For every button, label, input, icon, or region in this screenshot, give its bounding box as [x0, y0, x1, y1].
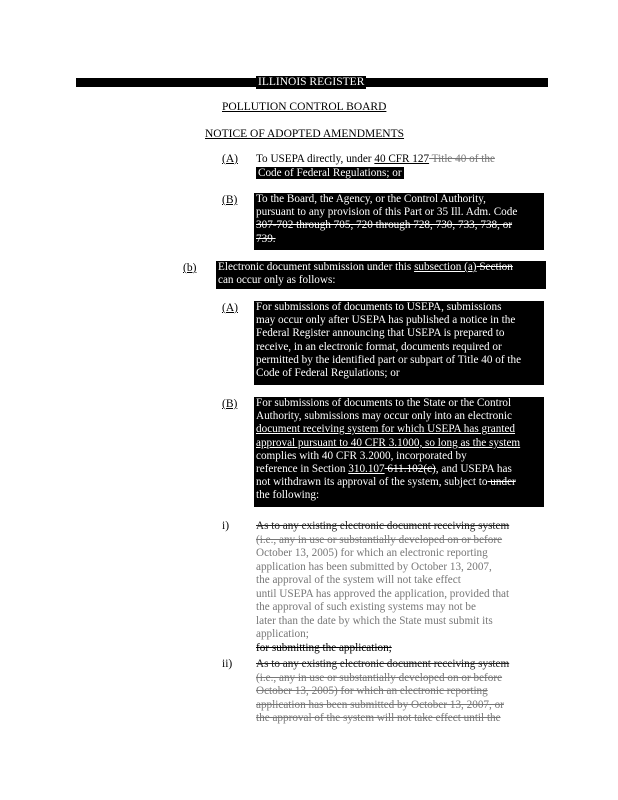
item-a-text	[256, 153, 495, 167]
item-d-line6a: reference in Section	[256, 463, 349, 476]
item-d-line7	[256, 476, 542, 489]
item-d-line2: Authority, submissions may occur only into an electronic	[256, 410, 512, 423]
item-a-line3: Code of Federal Regulations; or	[258, 167, 402, 179]
item-a-text-3	[256, 167, 404, 181]
item-a-label: (A)	[222, 153, 238, 165]
item-i-line: until USEPA has approved the application, provided that	[256, 587, 510, 600]
item-d-line6	[256, 463, 542, 476]
item-ii-line: application has been submitted by October 13, 2007, or	[256, 698, 504, 711]
item-c-line: Code of Federal Regulations; or	[256, 367, 400, 380]
item-b2-cite: subsection (a)	[414, 261, 477, 273]
item-c-line: may occur only after USEPA has published a notice in the	[256, 314, 516, 327]
item-i-line: (i.e., any in use or substantially developed on or before	[256, 533, 503, 546]
item-b2-block	[216, 261, 546, 289]
item-d-block	[254, 397, 544, 507]
item-a-cite: 40 CFR 127	[374, 153, 430, 165]
item-c-line: For submissions of documents to USEPA, submissions	[256, 301, 502, 313]
item-d-line6-strike: 611.102(c)	[384, 463, 436, 476]
item-b2-label: (b)	[183, 262, 197, 274]
item-i-label: i)	[222, 520, 230, 532]
item-b-label: (B)	[222, 194, 238, 206]
item-c-block	[254, 301, 544, 385]
item-c-line: Federal Register announcing that USEPA is prepared to	[256, 327, 505, 340]
item-b2-line2: can occur only as follows:	[218, 274, 336, 287]
item-c-line: permitted by the identified part or subpart of Title 40 of the	[256, 353, 522, 366]
item-c-label: (A)	[222, 302, 238, 314]
item-i-line: the approval of such existing systems may not be	[256, 601, 476, 613]
item-d-label: (B)	[222, 398, 238, 410]
item-d-line4: approval pursuant to 40 CFR 3.1000, so long as the system	[256, 436, 521, 449]
item-b2-line1	[218, 261, 544, 274]
item-ii-label: ii)	[222, 658, 233, 670]
item-i-text	[256, 520, 548, 655]
item-a-text-2: Title 40 of the	[429, 153, 495, 165]
item-ii-line: the approval of the system will not take effect until the	[256, 712, 501, 724]
item-i-strike-line: for submitting the application;	[256, 641, 392, 654]
item-d-line3: document receiving system for which USEPA has granted	[256, 423, 516, 436]
notice-title: NOTICE OF ADOPTED AMENDMENTS	[205, 128, 405, 140]
item-b-line1: To the Board, the Agency, or the Control Authority,	[256, 193, 486, 205]
item-b2-line1b: Section	[476, 261, 513, 273]
item-b-line2: pursuant to any provision of this Part or 35 Ill. Adm. Code	[256, 206, 518, 219]
item-d-line1: For submissions of documents to the State or the Control	[256, 397, 512, 409]
item-i-line: application;	[256, 628, 309, 640]
item-b-line4: 739.	[256, 232, 276, 245]
item-c-line: receive, in an electronic format, documents required or	[256, 340, 502, 353]
register-title: ILLINOIS REGISTER	[258, 76, 365, 88]
item-b-block	[254, 193, 544, 250]
item-i-line: later than the date by which the State must submit its	[256, 614, 493, 627]
item-d-line6b: , and USEPA has	[435, 463, 512, 476]
item-ii-text	[256, 658, 548, 726]
item-a-text-1: To USEPA directly, under	[256, 153, 375, 165]
item-d-line6-cite: 310.107	[348, 463, 385, 476]
item-ii-line: (i.e., any in use or substantially developed on or before	[256, 671, 503, 684]
agency-title: POLLUTION CONTROL BOARD	[222, 101, 387, 113]
item-d-line8: the following:	[256, 489, 320, 502]
item-d-line7a: not withdrawn its approval of the system, subject to	[256, 476, 488, 489]
item-b-line3: 307-702 through 705, 720 through 728, 730, 733, 738, or	[256, 219, 513, 232]
item-i-line: application has been submitted by October 13, 2007,	[256, 560, 492, 573]
item-i-line: October 13, 2005) for which an electronic reporting	[256, 547, 488, 559]
item-d-line7-strike: under	[487, 476, 516, 489]
item-d-line5: complies with 40 CFR 3.2000, incorporated by	[256, 449, 467, 462]
item-ii-line: October 13, 2005) for which an electronic reporting	[256, 685, 488, 697]
item-i-line: As to any existing electronic document receiving system	[256, 520, 510, 532]
item-i-line: the approval of the system will not take effect	[256, 574, 461, 586]
item-b2-line1a: Electronic document submission under this	[218, 261, 415, 273]
item-ii-line: As to any existing electronic document receiving system	[256, 658, 510, 670]
